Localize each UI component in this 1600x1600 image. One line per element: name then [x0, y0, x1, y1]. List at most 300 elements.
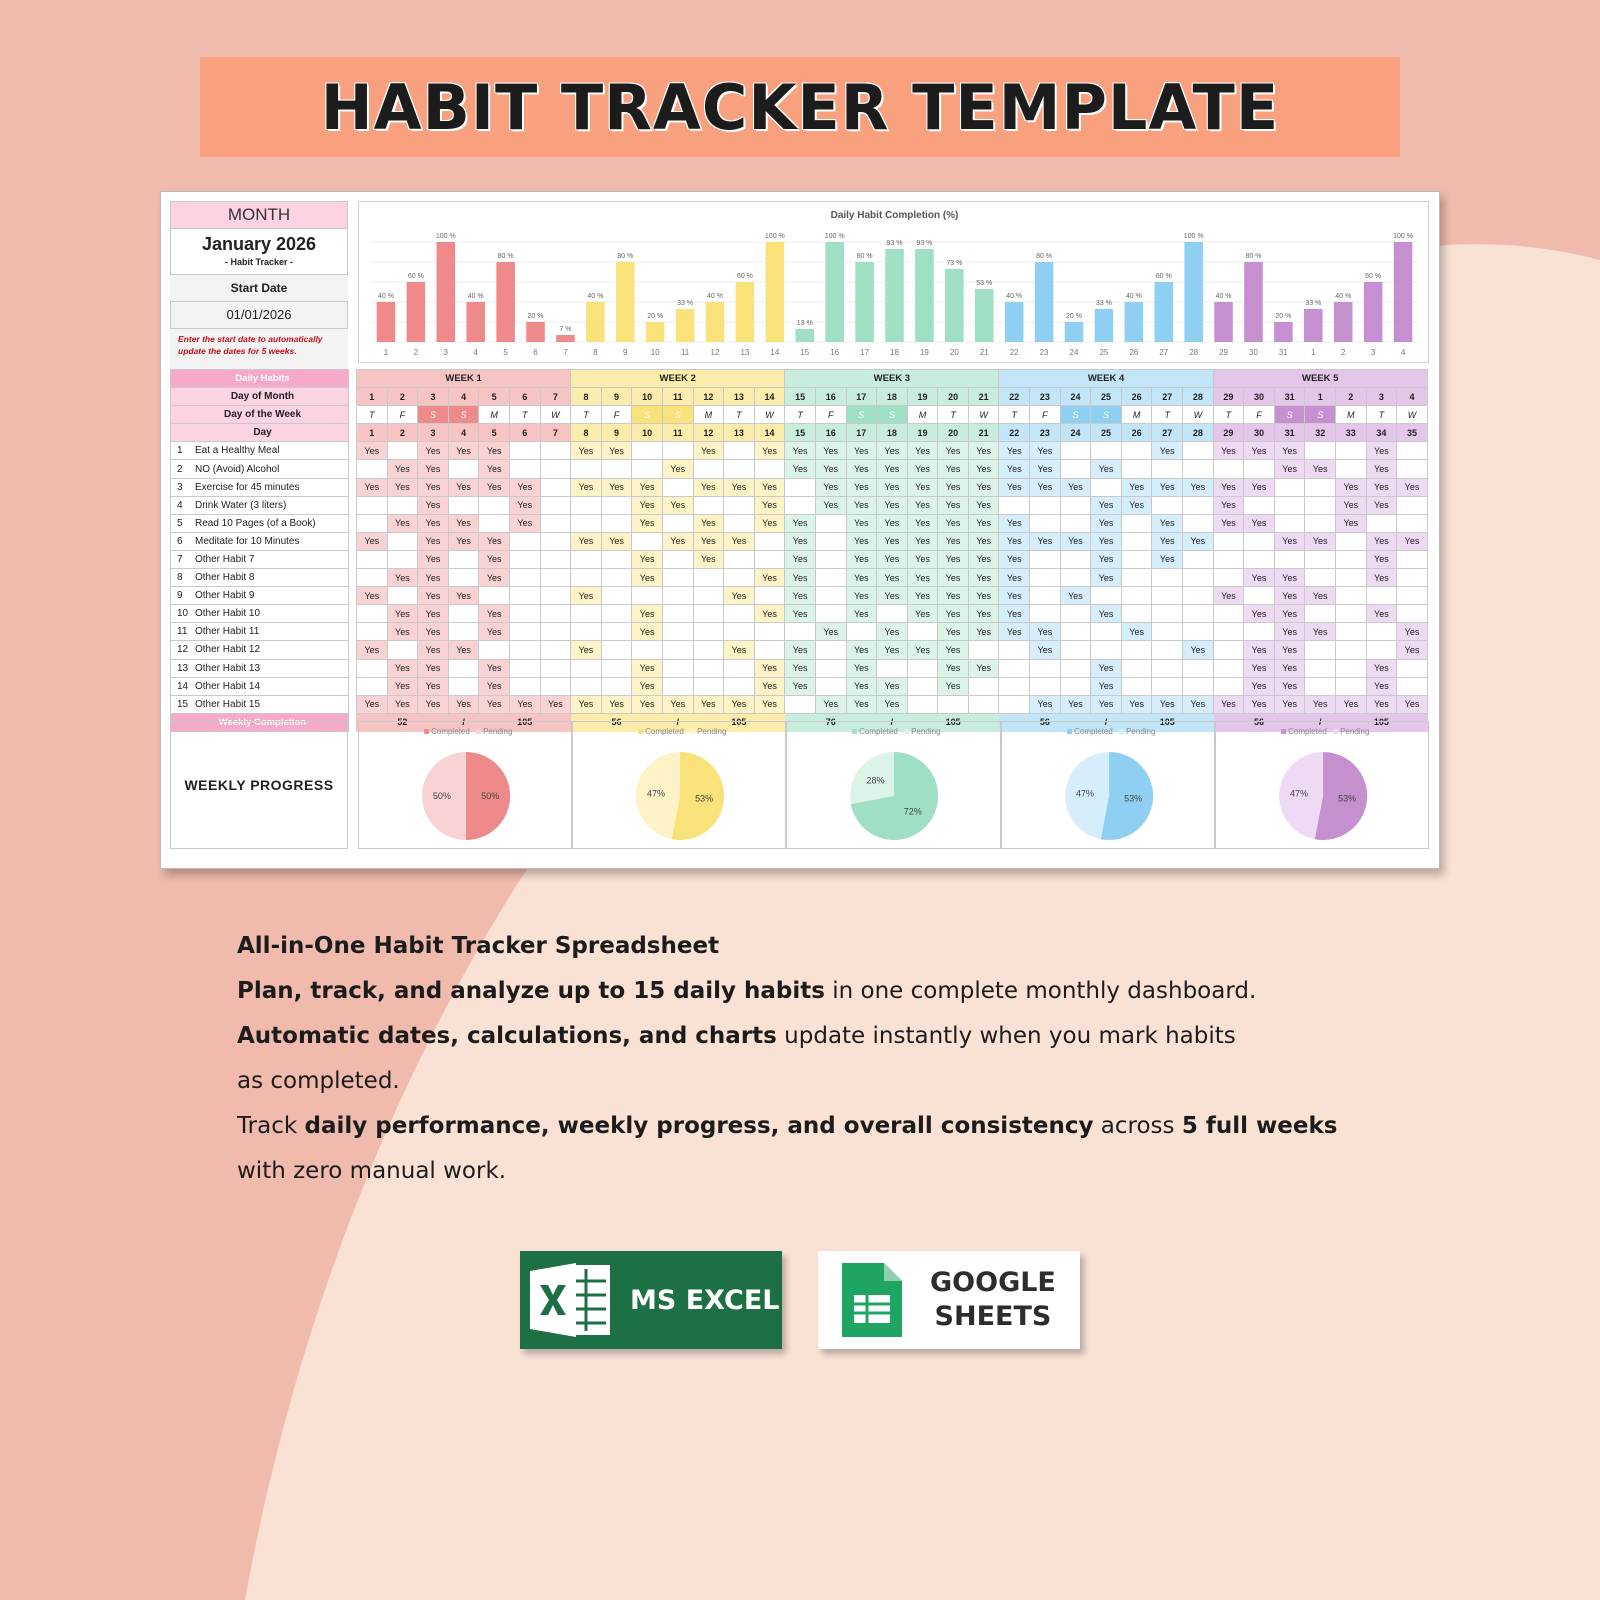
habit-check-cell[interactable]: Yes — [1305, 587, 1336, 605]
habit-check-cell[interactable]: Yes — [448, 514, 479, 532]
habit-check-cell[interactable]: Yes — [907, 532, 938, 550]
habit-check-cell[interactable] — [1030, 587, 1061, 605]
habit-check-cell[interactable]: Yes — [815, 623, 846, 641]
habit-check-cell[interactable]: Yes — [724, 587, 755, 605]
habit-check-cell[interactable] — [907, 695, 938, 713]
habit-check-cell[interactable]: Yes — [1274, 569, 1305, 587]
habit-check-cell[interactable]: Yes — [509, 695, 540, 713]
habit-check-cell[interactable]: Yes — [1030, 460, 1061, 478]
habit-check-cell[interactable] — [1305, 442, 1336, 460]
habit-check-cell[interactable] — [571, 569, 602, 587]
habit-name[interactable]: Other Habit 7 — [195, 553, 255, 565]
habit-check-cell[interactable]: Yes — [418, 442, 449, 460]
habit-check-cell[interactable] — [479, 641, 510, 659]
habit-check-cell[interactable] — [632, 532, 663, 550]
habit-check-cell[interactable]: Yes — [877, 587, 908, 605]
habit-check-cell[interactable] — [387, 550, 418, 568]
habit-check-cell[interactable]: Yes — [907, 460, 938, 478]
habit-check-cell[interactable] — [1336, 587, 1367, 605]
habit-check-cell[interactable]: Yes — [1397, 623, 1428, 641]
habit-check-cell[interactable]: Yes — [1397, 478, 1428, 496]
habit-name[interactable]: Other Habit 15 — [195, 698, 261, 710]
habit-name[interactable]: NO (Avoid) Alcohol — [195, 463, 280, 475]
habit-check-cell[interactable] — [1397, 605, 1428, 623]
habit-check-cell[interactable]: Yes — [785, 659, 816, 677]
habit-check-cell[interactable] — [1121, 532, 1152, 550]
habit-check-cell[interactable]: Yes — [785, 641, 816, 659]
habit-check-cell[interactable]: Yes — [1183, 695, 1214, 713]
habit-check-cell[interactable]: Yes — [357, 641, 388, 659]
habit-check-cell[interactable] — [1274, 496, 1305, 514]
habit-check-cell[interactable]: Yes — [968, 514, 999, 532]
habit-check-cell[interactable]: Yes — [1274, 442, 1305, 460]
habit-check-cell[interactable] — [509, 569, 540, 587]
habit-check-cell[interactable] — [357, 623, 388, 641]
habit-check-cell[interactable]: Yes — [418, 659, 449, 677]
habit-check-cell[interactable]: Yes — [1274, 532, 1305, 550]
habit-check-cell[interactable] — [815, 532, 846, 550]
habit-check-cell[interactable]: Yes — [1366, 605, 1397, 623]
habit-check-cell[interactable] — [846, 623, 877, 641]
habit-check-cell[interactable] — [448, 677, 479, 695]
habit-check-cell[interactable]: Yes — [907, 587, 938, 605]
habit-check-cell[interactable] — [387, 442, 418, 460]
habit-check-cell[interactable]: Yes — [1366, 496, 1397, 514]
habit-check-cell[interactable]: Yes — [754, 496, 785, 514]
habit-check-cell[interactable] — [571, 677, 602, 695]
habit-check-cell[interactable]: Yes — [1274, 587, 1305, 605]
habit-check-cell[interactable] — [999, 496, 1030, 514]
habit-check-cell[interactable] — [1213, 623, 1244, 641]
habit-check-cell[interactable] — [509, 442, 540, 460]
habit-check-cell[interactable] — [1030, 677, 1061, 695]
habit-check-cell[interactable] — [999, 695, 1030, 713]
habit-check-cell[interactable] — [1213, 677, 1244, 695]
habit-check-cell[interactable]: Yes — [815, 460, 846, 478]
habit-check-cell[interactable] — [693, 587, 724, 605]
habit-check-cell[interactable]: Yes — [999, 460, 1030, 478]
habit-check-cell[interactable]: Yes — [846, 641, 877, 659]
habit-check-cell[interactable] — [1336, 659, 1367, 677]
habit-check-cell[interactable]: Yes — [693, 550, 724, 568]
habit-check-cell[interactable] — [387, 496, 418, 514]
habit-check-cell[interactable] — [357, 496, 388, 514]
habit-check-cell[interactable]: Yes — [999, 550, 1030, 568]
habit-check-cell[interactable]: Yes — [877, 569, 908, 587]
habit-check-cell[interactable]: Yes — [1244, 569, 1275, 587]
habit-check-cell[interactable] — [1030, 550, 1061, 568]
habit-check-cell[interactable] — [509, 641, 540, 659]
habit-check-cell[interactable] — [662, 641, 693, 659]
habit-check-cell[interactable] — [1305, 514, 1336, 532]
habit-check-cell[interactable] — [1152, 587, 1183, 605]
habit-check-cell[interactable]: Yes — [1336, 514, 1367, 532]
habit-name[interactable]: Other Habit 14 — [195, 680, 261, 692]
habit-check-cell[interactable]: Yes — [632, 569, 663, 587]
habit-check-cell[interactable]: Yes — [1060, 532, 1091, 550]
habit-check-cell[interactable]: Yes — [418, 569, 449, 587]
habit-check-cell[interactable]: Yes — [877, 695, 908, 713]
habit-check-cell[interactable]: Yes — [754, 677, 785, 695]
habit-check-cell[interactable]: Yes — [1091, 605, 1122, 623]
habit-name[interactable]: Meditate for 10 Minutes — [195, 535, 300, 547]
habit-check-cell[interactable] — [1060, 605, 1091, 623]
habit-check-cell[interactable] — [815, 641, 846, 659]
habit-check-cell[interactable]: Yes — [418, 623, 449, 641]
habit-check-cell[interactable] — [693, 460, 724, 478]
habit-check-cell[interactable] — [357, 460, 388, 478]
habit-check-cell[interactable] — [968, 695, 999, 713]
habit-check-cell[interactable] — [907, 623, 938, 641]
habit-check-cell[interactable] — [357, 569, 388, 587]
habit-check-cell[interactable]: Yes — [968, 532, 999, 550]
habit-check-cell[interactable]: Yes — [448, 442, 479, 460]
habit-check-cell[interactable]: Yes — [479, 442, 510, 460]
habit-check-cell[interactable] — [1397, 587, 1428, 605]
habit-check-cell[interactable] — [1121, 514, 1152, 532]
habit-check-cell[interactable]: Yes — [754, 442, 785, 460]
habit-check-cell[interactable]: Yes — [877, 532, 908, 550]
habit-check-cell[interactable] — [1183, 659, 1214, 677]
habit-check-cell[interactable]: Yes — [1305, 532, 1336, 550]
habit-check-cell[interactable]: Yes — [387, 695, 418, 713]
habit-check-cell[interactable]: Yes — [418, 677, 449, 695]
habit-check-cell[interactable]: Yes — [1274, 460, 1305, 478]
habit-check-cell[interactable] — [815, 587, 846, 605]
habit-check-cell[interactable]: Yes — [1305, 460, 1336, 478]
habit-check-cell[interactable]: Yes — [357, 478, 388, 496]
habit-check-cell[interactable]: Yes — [815, 695, 846, 713]
habit-check-cell[interactable] — [1397, 442, 1428, 460]
habit-check-cell[interactable] — [1213, 659, 1244, 677]
habit-check-cell[interactable]: Yes — [785, 532, 816, 550]
habit-check-cell[interactable] — [540, 460, 571, 478]
habit-check-cell[interactable]: Yes — [999, 587, 1030, 605]
habit-check-cell[interactable]: Yes — [1091, 569, 1122, 587]
habit-check-cell[interactable] — [509, 587, 540, 605]
habit-check-cell[interactable] — [1183, 460, 1214, 478]
habit-check-cell[interactable] — [1121, 659, 1152, 677]
habit-check-cell[interactable] — [632, 587, 663, 605]
habit-check-cell[interactable]: Yes — [907, 496, 938, 514]
habit-name[interactable]: Exercise for 45 minutes — [195, 481, 300, 493]
habit-check-cell[interactable]: Yes — [1213, 587, 1244, 605]
habit-check-cell[interactable] — [1244, 460, 1275, 478]
habit-check-cell[interactable]: Yes — [1091, 677, 1122, 695]
habit-check-cell[interactable]: Yes — [877, 514, 908, 532]
habit-check-cell[interactable]: Yes — [877, 478, 908, 496]
habit-check-cell[interactable] — [1213, 460, 1244, 478]
habit-check-cell[interactable]: Yes — [846, 677, 877, 695]
habit-check-cell[interactable]: Yes — [846, 442, 877, 460]
habit-check-cell[interactable] — [785, 478, 816, 496]
habit-check-cell[interactable]: Yes — [1213, 514, 1244, 532]
habit-check-cell[interactable]: Yes — [1121, 695, 1152, 713]
habit-check-cell[interactable] — [571, 659, 602, 677]
habit-check-cell[interactable]: Yes — [632, 659, 663, 677]
habit-check-cell[interactable]: Yes — [509, 496, 540, 514]
habit-check-cell[interactable] — [509, 623, 540, 641]
habit-check-cell[interactable] — [815, 659, 846, 677]
habit-check-cell[interactable] — [479, 587, 510, 605]
habit-check-cell[interactable] — [724, 550, 755, 568]
habit-check-cell[interactable] — [693, 569, 724, 587]
habit-check-cell[interactable]: Yes — [479, 460, 510, 478]
habit-check-cell[interactable]: Yes — [479, 659, 510, 677]
habit-check-cell[interactable]: Yes — [815, 442, 846, 460]
habit-check-cell[interactable] — [693, 623, 724, 641]
habit-check-cell[interactable]: Yes — [968, 550, 999, 568]
habit-check-cell[interactable] — [632, 641, 663, 659]
habit-check-cell[interactable]: Yes — [968, 496, 999, 514]
habit-check-cell[interactable] — [1121, 641, 1152, 659]
habit-check-cell[interactable] — [662, 442, 693, 460]
habit-check-cell[interactable] — [448, 623, 479, 641]
habit-check-cell[interactable] — [999, 659, 1030, 677]
habit-check-cell[interactable] — [357, 677, 388, 695]
habit-check-cell[interactable] — [540, 478, 571, 496]
habit-check-cell[interactable] — [509, 460, 540, 478]
habit-check-cell[interactable] — [1213, 532, 1244, 550]
habit-check-cell[interactable] — [1060, 496, 1091, 514]
habit-check-cell[interactable] — [724, 460, 755, 478]
habit-check-cell[interactable] — [540, 641, 571, 659]
habit-check-cell[interactable] — [662, 514, 693, 532]
habit-check-cell[interactable]: Yes — [877, 442, 908, 460]
habit-check-cell[interactable]: Yes — [999, 569, 1030, 587]
habit-check-cell[interactable]: Yes — [418, 532, 449, 550]
habit-check-cell[interactable] — [540, 514, 571, 532]
habit-check-cell[interactable]: Yes — [1121, 496, 1152, 514]
habit-check-cell[interactable] — [601, 496, 632, 514]
habit-check-cell[interactable]: Yes — [540, 695, 571, 713]
habit-check-cell[interactable] — [1397, 659, 1428, 677]
habit-check-cell[interactable]: Yes — [938, 478, 969, 496]
habit-name[interactable]: Other Habit 13 — [195, 662, 261, 674]
habit-check-cell[interactable] — [1183, 677, 1214, 695]
habit-check-cell[interactable] — [1183, 514, 1214, 532]
habit-check-cell[interactable] — [1183, 623, 1214, 641]
habit-check-cell[interactable]: Yes — [877, 496, 908, 514]
habit-check-cell[interactable]: Yes — [1305, 623, 1336, 641]
habit-check-cell[interactable]: Yes — [357, 695, 388, 713]
habit-check-cell[interactable]: Yes — [846, 695, 877, 713]
habit-check-cell[interactable]: Yes — [1091, 659, 1122, 677]
habit-check-cell[interactable] — [1244, 532, 1275, 550]
habit-check-cell[interactable] — [1091, 641, 1122, 659]
habit-check-cell[interactable] — [1305, 569, 1336, 587]
habit-check-cell[interactable]: Yes — [968, 623, 999, 641]
habit-check-cell[interactable]: Yes — [846, 569, 877, 587]
habit-check-cell[interactable] — [1183, 587, 1214, 605]
habit-check-cell[interactable] — [724, 659, 755, 677]
habit-check-cell[interactable]: Yes — [1183, 532, 1214, 550]
habit-check-cell[interactable] — [601, 659, 632, 677]
habit-check-cell[interactable] — [1030, 496, 1061, 514]
habit-check-cell[interactable] — [754, 532, 785, 550]
habit-check-cell[interactable] — [877, 659, 908, 677]
habit-check-cell[interactable]: Yes — [448, 532, 479, 550]
habit-check-cell[interactable] — [509, 532, 540, 550]
habit-check-cell[interactable]: Yes — [968, 460, 999, 478]
habit-check-cell[interactable] — [1183, 605, 1214, 623]
habit-check-cell[interactable]: Yes — [1244, 442, 1275, 460]
habit-check-cell[interactable] — [1305, 496, 1336, 514]
habit-check-cell[interactable] — [693, 641, 724, 659]
habit-check-cell[interactable]: Yes — [387, 659, 418, 677]
habit-check-cell[interactable]: Yes — [724, 532, 755, 550]
habit-check-cell[interactable]: Yes — [601, 532, 632, 550]
habit-check-cell[interactable] — [571, 623, 602, 641]
habit-check-cell[interactable]: Yes — [1121, 623, 1152, 641]
habit-check-cell[interactable]: Yes — [724, 695, 755, 713]
habit-check-cell[interactable]: Yes — [1152, 550, 1183, 568]
habit-check-cell[interactable] — [1060, 623, 1091, 641]
habit-check-cell[interactable] — [1305, 659, 1336, 677]
habit-check-cell[interactable] — [1397, 677, 1428, 695]
habit-check-cell[interactable]: Yes — [509, 478, 540, 496]
habit-check-cell[interactable] — [1244, 587, 1275, 605]
habit-check-cell[interactable]: Yes — [938, 550, 969, 568]
habit-check-cell[interactable] — [1397, 514, 1428, 532]
habit-check-cell[interactable] — [387, 641, 418, 659]
habit-check-cell[interactable] — [724, 605, 755, 623]
habit-check-cell[interactable] — [387, 587, 418, 605]
habit-check-cell[interactable] — [662, 605, 693, 623]
habit-check-cell[interactable]: Yes — [1213, 478, 1244, 496]
habit-name[interactable]: Other Habit 11 — [195, 626, 260, 638]
habit-check-cell[interactable] — [571, 514, 602, 532]
habit-check-cell[interactable] — [1366, 587, 1397, 605]
habit-check-cell[interactable] — [1152, 677, 1183, 695]
habit-name[interactable]: Eat a Healthy Meal — [195, 445, 280, 457]
habit-check-cell[interactable] — [1244, 623, 1275, 641]
habit-check-cell[interactable]: Yes — [693, 532, 724, 550]
habit-check-cell[interactable] — [662, 587, 693, 605]
habit-check-cell[interactable]: Yes — [815, 478, 846, 496]
habit-check-cell[interactable]: Yes — [479, 532, 510, 550]
habit-check-cell[interactable]: Yes — [1366, 442, 1397, 460]
habit-check-cell[interactable] — [1152, 659, 1183, 677]
habit-check-cell[interactable]: Yes — [999, 442, 1030, 460]
habit-check-cell[interactable] — [1152, 623, 1183, 641]
habit-check-cell[interactable]: Yes — [938, 677, 969, 695]
habit-check-cell[interactable] — [448, 569, 479, 587]
habit-check-cell[interactable]: Yes — [662, 695, 693, 713]
habit-check-cell[interactable] — [540, 587, 571, 605]
habit-check-cell[interactable]: Yes — [479, 695, 510, 713]
habit-check-cell[interactable]: Yes — [1397, 695, 1428, 713]
habit-check-cell[interactable] — [1244, 550, 1275, 568]
habit-check-cell[interactable] — [540, 550, 571, 568]
habit-check-cell[interactable] — [357, 514, 388, 532]
habit-check-cell[interactable]: Yes — [571, 587, 602, 605]
habit-check-cell[interactable]: Yes — [693, 514, 724, 532]
habit-check-cell[interactable]: Yes — [479, 550, 510, 568]
habit-check-cell[interactable]: Yes — [662, 496, 693, 514]
habit-check-cell[interactable]: Yes — [1244, 659, 1275, 677]
habit-check-cell[interactable]: Yes — [785, 550, 816, 568]
habit-check-cell[interactable] — [1366, 623, 1397, 641]
habit-check-cell[interactable]: Yes — [938, 532, 969, 550]
habit-check-cell[interactable] — [662, 659, 693, 677]
habit-check-cell[interactable]: Yes — [754, 605, 785, 623]
habit-check-cell[interactable] — [1305, 677, 1336, 695]
habit-check-cell[interactable] — [815, 550, 846, 568]
habit-check-cell[interactable] — [448, 659, 479, 677]
habit-check-cell[interactable] — [509, 659, 540, 677]
habit-check-cell[interactable] — [693, 659, 724, 677]
habit-check-cell[interactable]: Yes — [846, 496, 877, 514]
habit-check-cell[interactable] — [1121, 550, 1152, 568]
habit-check-cell[interactable]: Yes — [1244, 605, 1275, 623]
habit-check-cell[interactable]: Yes — [785, 677, 816, 695]
habit-check-cell[interactable]: Yes — [754, 695, 785, 713]
habit-check-cell[interactable]: Yes — [418, 587, 449, 605]
habit-check-cell[interactable]: Yes — [1274, 677, 1305, 695]
habit-check-cell[interactable] — [1152, 460, 1183, 478]
habit-check-cell[interactable]: Yes — [1366, 659, 1397, 677]
habit-check-cell[interactable]: Yes — [418, 496, 449, 514]
habit-check-cell[interactable]: Yes — [418, 460, 449, 478]
habit-check-cell[interactable] — [540, 496, 571, 514]
habit-check-cell[interactable] — [1336, 532, 1367, 550]
habit-check-cell[interactable] — [724, 623, 755, 641]
habit-check-cell[interactable] — [1336, 569, 1367, 587]
habit-check-cell[interactable]: Yes — [785, 514, 816, 532]
habit-check-cell[interactable] — [724, 514, 755, 532]
habit-check-cell[interactable] — [509, 677, 540, 695]
habit-check-cell[interactable] — [815, 677, 846, 695]
habit-check-cell[interactable]: Yes — [846, 550, 877, 568]
habit-check-cell[interactable] — [540, 659, 571, 677]
habit-name[interactable]: Read 10 Pages (of a Book) — [195, 517, 316, 529]
habit-check-cell[interactable] — [1121, 442, 1152, 460]
habit-check-cell[interactable]: Yes — [1152, 695, 1183, 713]
habit-check-cell[interactable]: Yes — [479, 569, 510, 587]
habit-check-cell[interactable]: Yes — [877, 641, 908, 659]
habit-check-cell[interactable]: Yes — [448, 695, 479, 713]
habit-check-cell[interactable]: Yes — [571, 695, 602, 713]
habit-check-cell[interactable] — [877, 605, 908, 623]
habit-check-cell[interactable] — [1305, 550, 1336, 568]
habit-check-cell[interactable]: Yes — [418, 695, 449, 713]
start-date-input[interactable]: 01/01/2026 — [170, 301, 348, 329]
habit-check-cell[interactable]: Yes — [632, 605, 663, 623]
habit-check-cell[interactable]: Yes — [846, 659, 877, 677]
habit-check-cell[interactable] — [1030, 514, 1061, 532]
habit-check-cell[interactable]: Yes — [418, 478, 449, 496]
habit-check-cell[interactable]: Yes — [1274, 659, 1305, 677]
habit-check-cell[interactable]: Yes — [907, 514, 938, 532]
habit-name[interactable]: Other Habit 8 — [195, 572, 255, 584]
habit-name[interactable]: Other Habit 10 — [195, 608, 261, 620]
habit-check-cell[interactable] — [1213, 605, 1244, 623]
habit-check-cell[interactable]: Yes — [846, 587, 877, 605]
habit-check-cell[interactable] — [1305, 641, 1336, 659]
habit-check-cell[interactable] — [540, 569, 571, 587]
habit-check-cell[interactable]: Yes — [1274, 641, 1305, 659]
habit-check-cell[interactable]: Yes — [632, 695, 663, 713]
habit-check-cell[interactable] — [1091, 587, 1122, 605]
habit-check-cell[interactable]: Yes — [571, 442, 602, 460]
habit-check-cell[interactable] — [1244, 496, 1275, 514]
habit-check-cell[interactable]: Yes — [1091, 532, 1122, 550]
habit-check-cell[interactable]: Yes — [1152, 442, 1183, 460]
habit-name[interactable]: Other Habit 12 — [195, 644, 261, 656]
habit-check-cell[interactable] — [540, 442, 571, 460]
habit-check-cell[interactable] — [1305, 478, 1336, 496]
